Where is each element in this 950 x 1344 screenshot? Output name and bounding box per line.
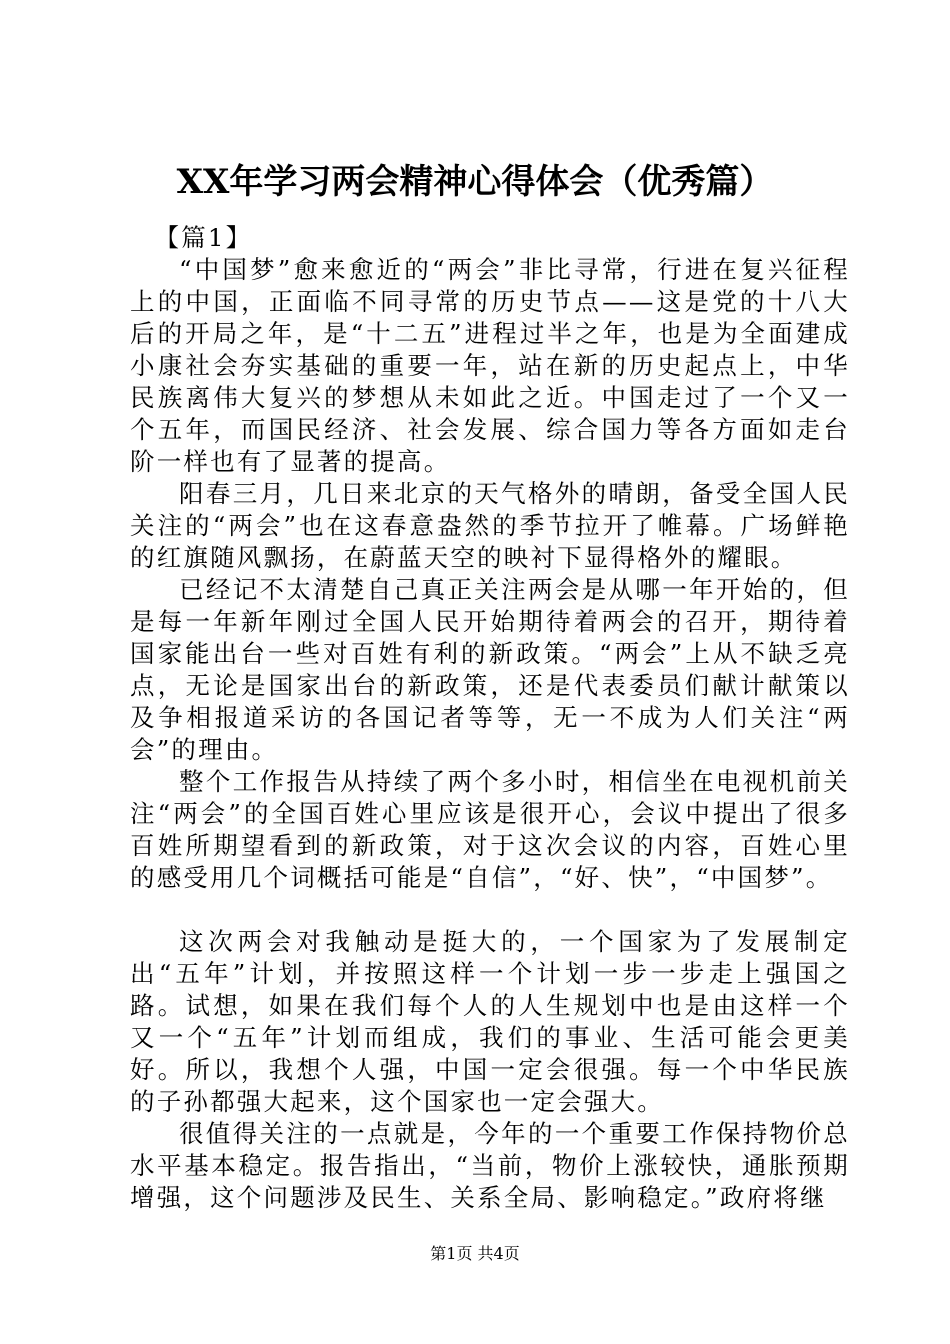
- page-footer: 第1页 共4页: [430, 1244, 520, 1263]
- section-label: 【篇1】: [154, 223, 253, 252]
- paragraph-4: 整个工作报告从持续了两个多小时，相信坐在电视机前关注“两会”的全国百姓心里应该是很开心，会议中提出了很多百姓所期望看到的新政策，对于这次会议的内容，百姓心里的感受用几个词概括可能是“自信”，“好、快”，“中国梦”。: [130, 767, 850, 892]
- paragraph-3: 已经记不太清楚自己真正关注两会是从哪一年开始的，但是每一年新年刚过全国人民开始期待着两会的召开，期待着国家能出台一些对百姓有利的新政策。“两会”上从不缺乏亮点，无论是国家出台的新政策，还是代表委员们献计献策以及争相报道采访的各国记者等等，无一不成为人们关注“两会”的理由。: [130, 575, 850, 764]
- paragraph-5: 这次两会对我触动是挺大的，一个国家为了发展制定出“五年”计划，并按照这样一个计划一步一步走上强国之路。试想，如果在我们每个人的人生规划中也是由这样一个又一个“五年”计划而组成，我们的事业、生活可能会更美好。所以，我想个人强，中国一定会很强。每一个中华民族的子孙都强大起来，这个国家也一定会强大。: [130, 927, 850, 1116]
- paragraph-1: “中国梦”愈来愈近的“两会”非比寻常，行进在复兴征程上的中国，正面临不同寻常的历史节点——这是党的十八大后的开局之年，是“十二五”进程过半之年，也是为全面建成小康社会夯实基础的重要一年，站在新的历史起点上，中华民族离伟大复兴的梦想从未如此之近。中国走过了一个又一个五年，而国民经济、社会发展、综合国力等各方面如走台阶一样也有了显著的提高。: [130, 255, 850, 476]
- paragraph-2: 阳春三月，几日来北京的天气格外的晴朗，备受全国人民关注的“两会”也在这春意盎然的季节拉开了帷幕。广场鲜艳的红旗随风飘扬，在蔚蓝天空的映衬下显得格外的耀眼。: [130, 479, 850, 572]
- paragraph-6: 很值得关注的一点就是，今年的一个重要工作保持物价总水平基本稳定。报告指出，“当前，物价上涨较快，通胀预期增强，这个问题涉及民生、关系全局、影响稳定。”政府将继: [130, 1119, 850, 1212]
- document-title: XX年学习两会精神心得体会（优秀篇）: [176, 162, 774, 202]
- paragraph-spacer: [130, 894, 850, 926]
- document-body: [130, 222, 850, 1214]
